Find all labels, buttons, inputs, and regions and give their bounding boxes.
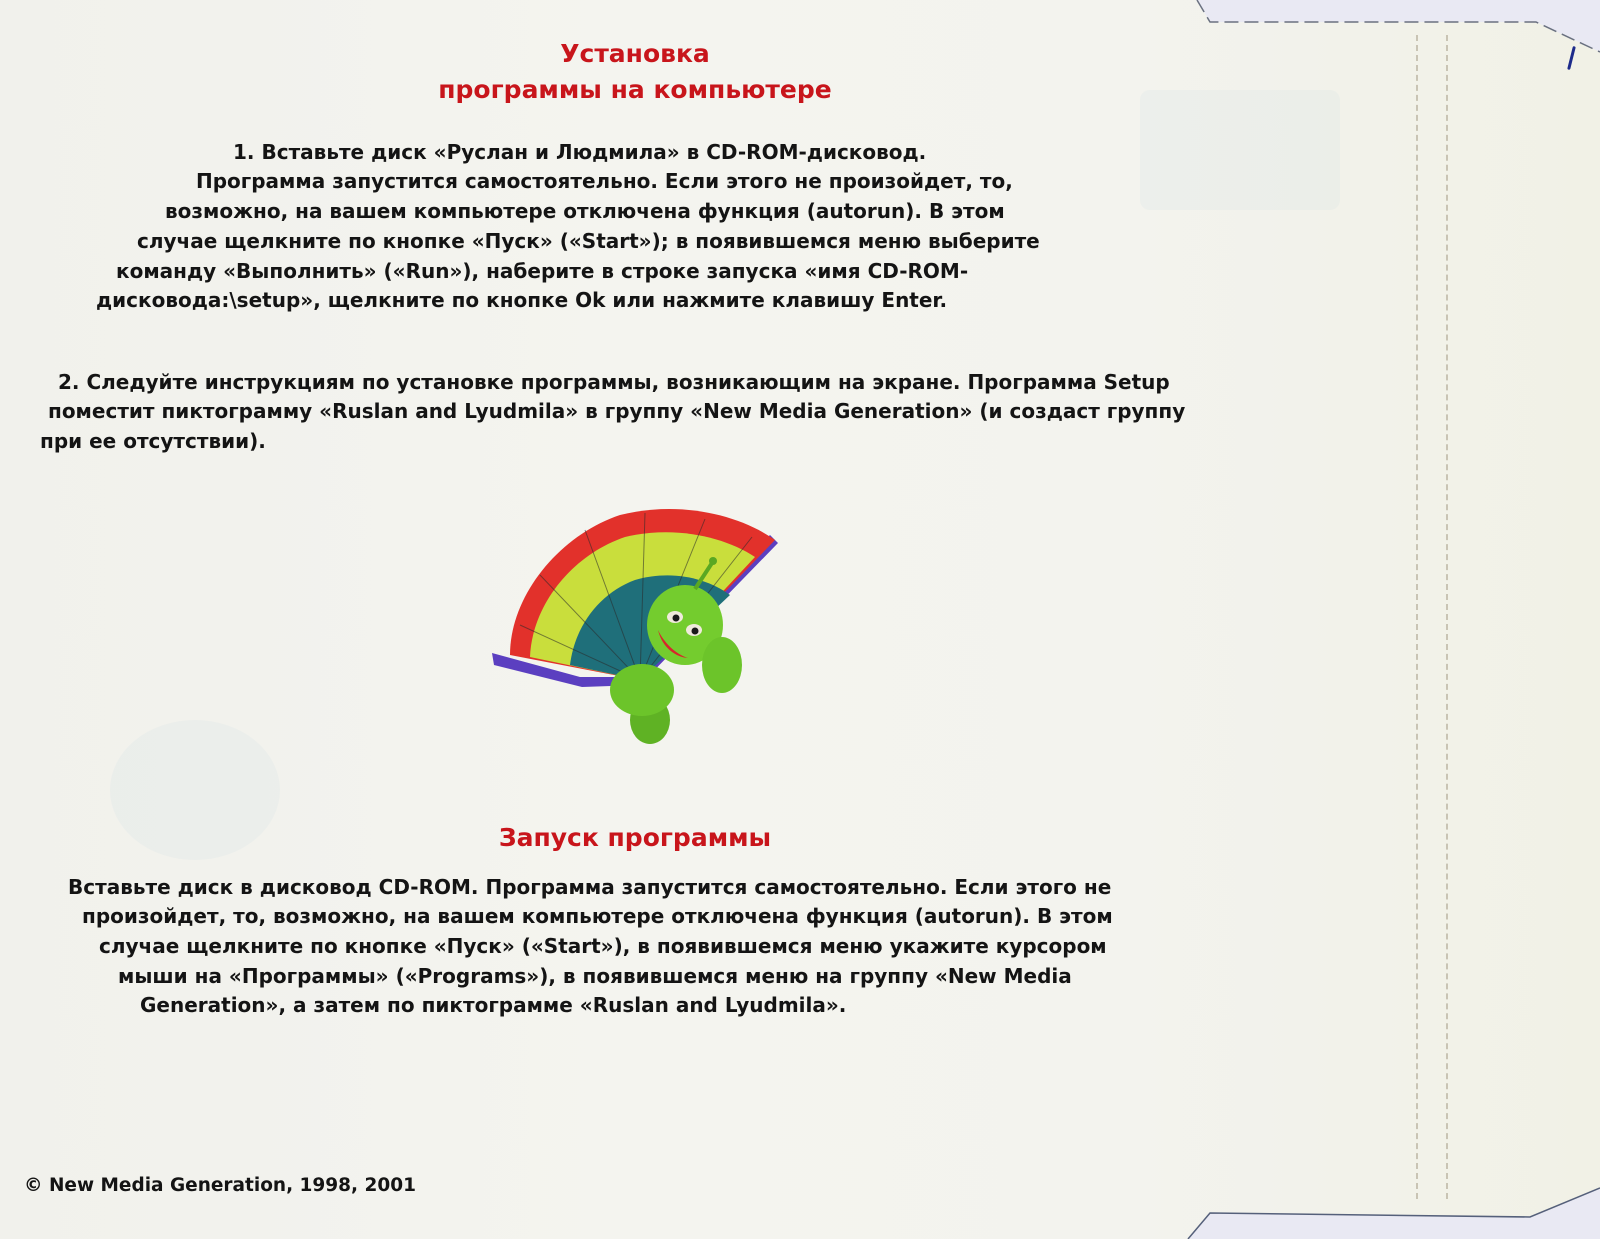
step1-line: 1. Вставьте диск «Руслан и Людмила» в CD-ROM-дисковод.	[233, 140, 927, 164]
launch-line: Вставьте диск в дисковод CD-ROM. Программа запустится самостоятельно. Если этого не	[68, 875, 1112, 899]
launch-line: случае щелкните по кнопке «Пуск» («Start»), в появившемся меню укажите курсором	[99, 934, 1107, 958]
install-heading	[430, 36, 840, 108]
install-heading-line2: программы на компьютере	[438, 75, 832, 104]
background-watermark	[110, 720, 280, 860]
step1-line: команду «Выполнить» («Run»), наберите в строке запуска «имя CD-ROM-	[116, 259, 969, 283]
fold-line	[1446, 35, 1448, 1199]
step2-line: при ее отсутствии).	[40, 429, 266, 453]
step2-line: поместит пиктограмму «Ruslan and Lyudmila» в группу «New Media Generation» (и создаст группу	[48, 399, 1186, 423]
step1-line: случае щелкните по кнопке «Пуск» («Start»); в появившемся меню выберите	[137, 229, 1040, 253]
launch-line: мыши на «Программы» («Programs»), в появившемся меню на группу «New Media	[118, 964, 1072, 988]
step1-line: возможно, на вашем компьютере отключена функция (autorun). В этом	[165, 199, 1005, 223]
launch-heading: Запуск программы	[498, 823, 772, 852]
caterpillar-with-fan-icon	[490, 505, 800, 750]
copyright-notice: © New Media Generation, 1998, 2001	[24, 1175, 417, 1196]
launch-line: произойдет, то, возможно, на вашем компьютере отключена функция (autorun). В этом	[82, 904, 1113, 928]
step2-line: 2. Следуйте инструкциям по установке программы, возникающим на экране. Программа Setup	[58, 370, 1170, 394]
install-heading-line1: Установка	[560, 39, 710, 68]
launch-line: Generation», а затем по пиктограмме «Ruslan and Lyudmila».	[140, 993, 847, 1017]
fold-line	[1416, 35, 1418, 1199]
step1-line: Программа запустится самостоятельно. Если этого не произойдет, то,	[196, 169, 1013, 193]
background-watermark	[1140, 90, 1340, 210]
step1-line: дисковода:\setup», щелкните по кнопке Ok или нажмите клавишу Enter.	[96, 288, 948, 312]
